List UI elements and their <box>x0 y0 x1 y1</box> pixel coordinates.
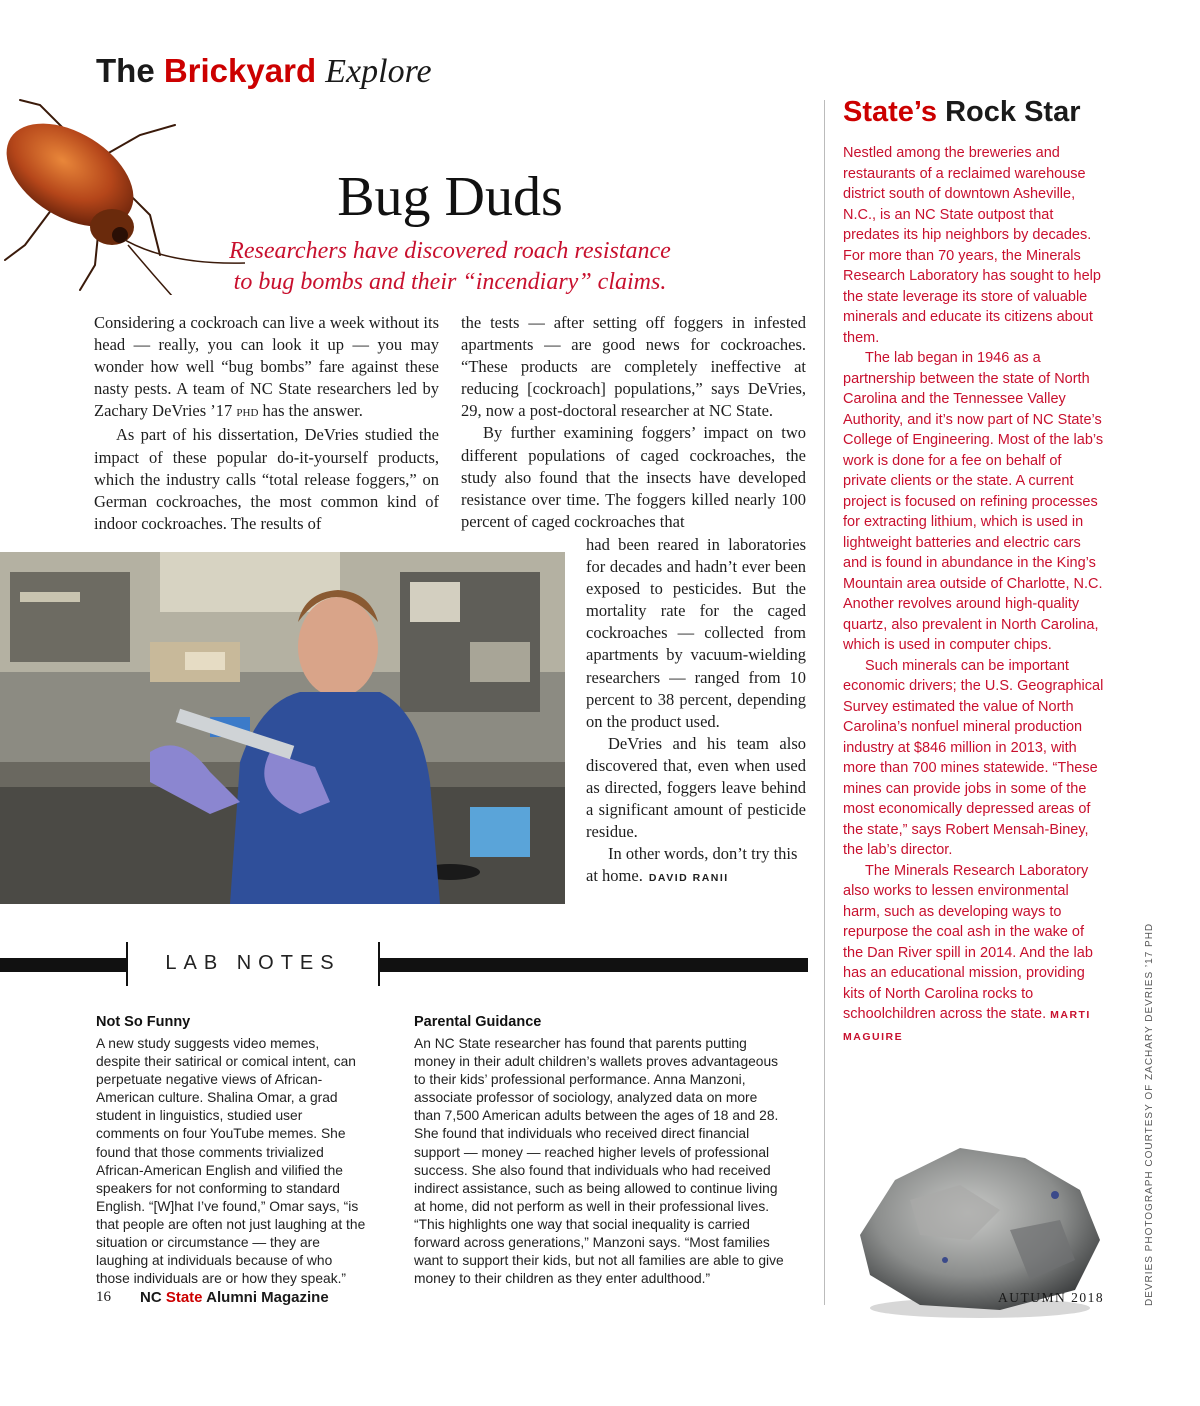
lab-researcher-photo <box>0 552 565 904</box>
article-column-2 <box>461 312 806 533</box>
paragraph: By further examining foggers’ impact on two different populations of caged cockroaches, the study also found that the insects have developed resistance over time. The foggers killed nearly 100 percent of caged cockroaches that <box>461 423 806 531</box>
paragraph: In other words, don’t try this at home. DAVID RANII <box>586 844 798 886</box>
subtitle-line-1: Researchers have discovered roach resistance <box>229 238 671 264</box>
paragraph: had been reared in laboratories for decades and hadn’t ever been exposed to pesticides. But the mortality rate for the caged cockroaches — collected from apartments by vacuum-wielding researchers — ranged from 10 percent to 38 percent, depending on the product used. <box>586 535 806 731</box>
article-subtitle <box>190 236 710 298</box>
paragraph: Nestled among the breweries and restaurants of a reclaimed warehouse district south of downtown Asheville, N.C., is an NC State outpost that predates its hip neighbors by decades. For more than 70 years, the Minerals Research Laboratory has sought to help the state leverage its store of valuable minerals and educate its citizens about them. <box>843 145 1101 346</box>
magazine-name: NC State Alumni Magazine <box>140 1289 329 1306</box>
note-title: Not So Funny <box>96 1014 191 1030</box>
sidebar-title: State’s Rock Star <box>843 96 1081 128</box>
lab-notes-rule-left <box>0 958 128 972</box>
section-header <box>96 52 432 91</box>
sidebar-divider <box>824 100 825 1305</box>
subtitle-line-2: to bug bombs and their “incendiary” claims. <box>233 269 667 295</box>
paragraph: the tests — after setting off foggers in infested apartments — are good news for cockroaches. “These products are completely ineffective at reducing [cockroach] populations,” says DeVries, 29, now a post-doctoral researcher at NC State. <box>461 313 806 421</box>
sidebar-byline: MARTI MAGUIRE <box>843 1009 1091 1043</box>
paragraph: DeVries and his team also discovered that, even when used as directed, foggers leave behind a significant amount of pesticide residue. <box>586 733 806 842</box>
lab-notes-label: LAB NOTES <box>165 952 341 974</box>
lab-notes-rule-right <box>378 958 808 972</box>
note-body: A new study suggests video memes, despite their satirical or comical intent, can perpetuate negative views of African-American culture. Shalina Omar, a grad student in linguistics, studied user comments on four YouTube memes. She found that those comments trivialized African-American English and vilified the speakers for not conforming to standard English. “[W]hat I’ve found,” Omar says, “is that people are often not just laughing at the situation or circumstance — they are laughing at individuals because of who those individuals are or how they speak.” <box>96 1036 366 1287</box>
sidebar-body <box>843 143 1105 1047</box>
page-number: 16 <box>96 1289 111 1305</box>
brand-prefix: The <box>96 52 155 89</box>
paragraph: Such minerals can be important economic drivers; the U.S. Geographical Survey estimated the value of North Carolina’s nonfuel mineral production industry at $846 million in 2013, with more than 700 mines statewide. “These mines can provide jobs in some of the most economically depressed areas of the state,” says Robert Mensah-Biney, the lab’s director. <box>843 657 1104 858</box>
degree-label: PHD <box>236 407 259 420</box>
paragraph: Considering a cockroach can live a week without its head — really, you can look it up — you may wonder how well “bug bombs” fare against these nasty pests. A team of NC State researchers led by Zachary DeVries ’17 PHD has the answer. <box>94 313 439 421</box>
article-byline: DAVID RANII <box>648 872 729 885</box>
issue-date: AUTUMN 2018 <box>998 1290 1105 1305</box>
paragraph: As part of his dissertation, DeVries studied the impact of these popular do-it-yourself products, which the industry calls “total release foggers,” on German cockroaches, the most common kind of indoor cockroaches. The results of <box>94 425 439 533</box>
article-column-1 <box>94 312 439 535</box>
section-name: Explore <box>325 53 432 90</box>
article-title: Bug Duds <box>337 166 563 228</box>
note-title: Parental Guidance <box>414 1014 542 1030</box>
note-body: An NC State researcher has found that parents putting money in their adult children’s wallets proves advantageous to their kids’ professional performance. Anna Manzoni, associate professor of sociology, analyzed data on more than 7,500 American adults between the ages of 18 and 28. She found that individuals who received direct financial support — money — reached higher levels of professional success. She also found that individuals who had received indirect assistance, such as being allowed to continue living at home, did not perform as well in their professional lives. “This highlights one way that social inequality is carried forward across generations,” Manzoni says. “Most families want to support their kids, but not all families are able to give money to their children as they enter adulthood.” <box>414 1036 784 1287</box>
photo-credit: DEVRIES PHOTOGRAPH COURTESY OF ZACHARY DEVRIES ’17 PHD <box>1144 922 1155 1306</box>
brand-name: Brickyard <box>163 52 317 89</box>
paragraph: The Minerals Research Laboratory also works to lessen environmental harm, such as developing ways to repurpose the coal ash in the wake of the Dan River spill in 2014. And the lab has an educational mission, providing kits of North Carolina rocks to schoolchildren across the state. MARTI MAGUIRE <box>843 862 1093 1043</box>
article-column-3 <box>586 534 806 890</box>
paragraph: The lab began in 1946 as a partnership between the state of North Carolina and the Tennessee Valley Authority, and it’s now part of NC State’s College of Engineering. Most of the lab’s work is done for a fee on behalf of private clients or the state. A current project is focused on refining processes for extracting lithium, which is used in lightweight batteries and electric cars and is found in abundance in the King’s Mountain area outside of Charlotte, N.C. Another revolves around high-quality quartz, also prevalent in North Carolina, which is used in computer chips. <box>843 350 1104 653</box>
